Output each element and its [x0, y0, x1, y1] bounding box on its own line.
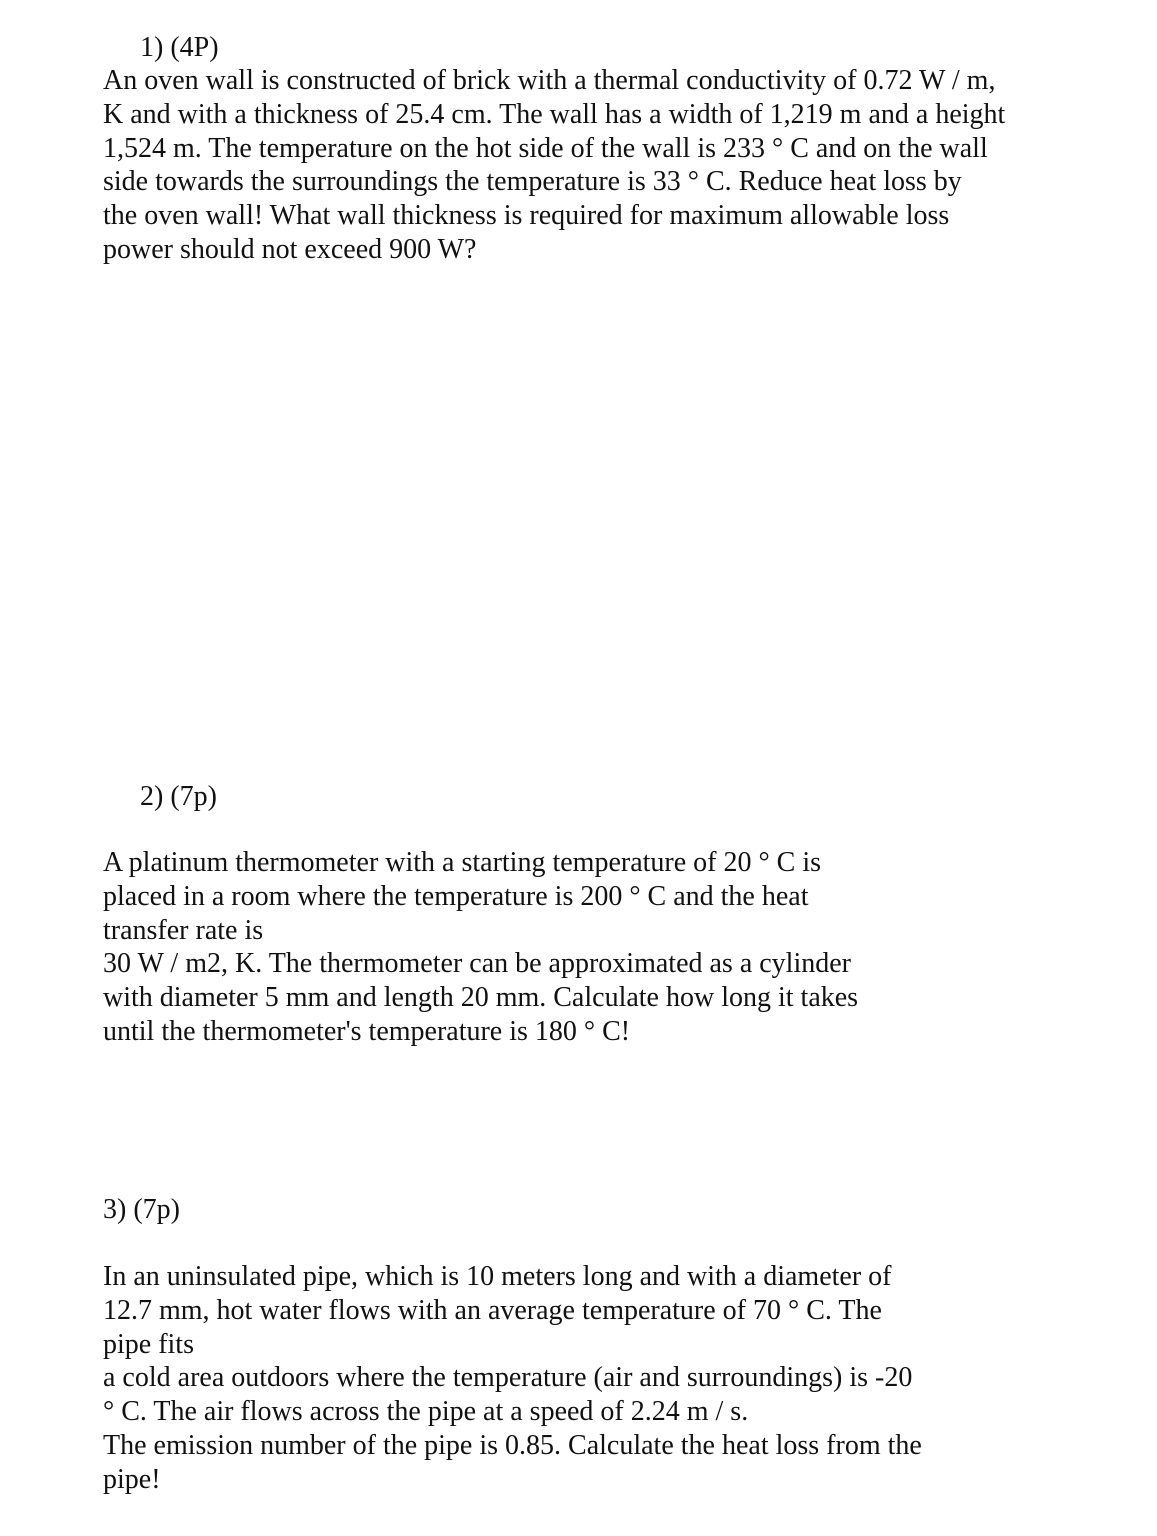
problem-3-line: pipe fits	[103, 1328, 194, 1360]
problem-2-line: transfer rate is	[103, 914, 264, 946]
problem-2-line: with diameter 5 mm and length 20 mm. Calculate how long it takes	[103, 982, 859, 1014]
problem-1-text	[103, 64, 1005, 267]
problem-2-line: 30 W / m2, K. The thermometer can be approximated as a cylinder	[103, 948, 851, 980]
problem-1-line: power should not exceed 900 W?	[103, 233, 477, 265]
problem-1-line: K and with a thickness of 25.4 cm. The wall has a width of 1,219 m and a height	[103, 98, 1006, 130]
problem-3-text	[103, 1260, 922, 1497]
problem-2-line: until the thermometer's temperature is 180 ° C!	[103, 1015, 631, 1047]
problem-2-line: placed in a room where the temperature is 200 ° C and the heat	[103, 880, 809, 912]
problem-3-heading: 3) (7p)	[103, 1194, 180, 1225]
problem-3-line: a cold area outdoors where the temperature (air and surroundings) is -20	[103, 1362, 913, 1394]
problem-3-line: pipe!	[103, 1463, 161, 1495]
problem-3-line: ° C. The air flows across the pipe at a speed of 2.24 m / s.	[103, 1396, 749, 1428]
problem-2-heading: 2) (7p)	[140, 781, 217, 812]
problem-1-line: An oven wall is constructed of brick with a thermal conductivity of 0.72 W / m,	[103, 65, 996, 96]
problem-1-line: side towards the surroundings the temperature is 33 ° C. Reduce heat loss by	[103, 166, 962, 198]
problem-2-text	[103, 846, 858, 1049]
problem-3-line: 12.7 mm, hot water flows with an average temperature of 70 ° C. The	[103, 1294, 882, 1326]
problem-1-line: the oven wall! What wall thickness is required for maximum allowable loss	[103, 200, 950, 232]
problem-3-line: The emission number of the pipe is 0.85. Calculate the heat loss from the	[103, 1429, 922, 1461]
problem-3-line: In an uninsulated pipe, which is 10 meters long and with a diameter of	[103, 1261, 892, 1292]
problem-2-line: A platinum thermometer with a starting temperature of 20 ° C is	[103, 847, 822, 878]
problem-1-line: 1,524 m. The temperature on the hot side of the wall is 233 ° C and on the wall	[103, 132, 988, 164]
problem-1-heading: 1) (4P)	[140, 32, 219, 63]
